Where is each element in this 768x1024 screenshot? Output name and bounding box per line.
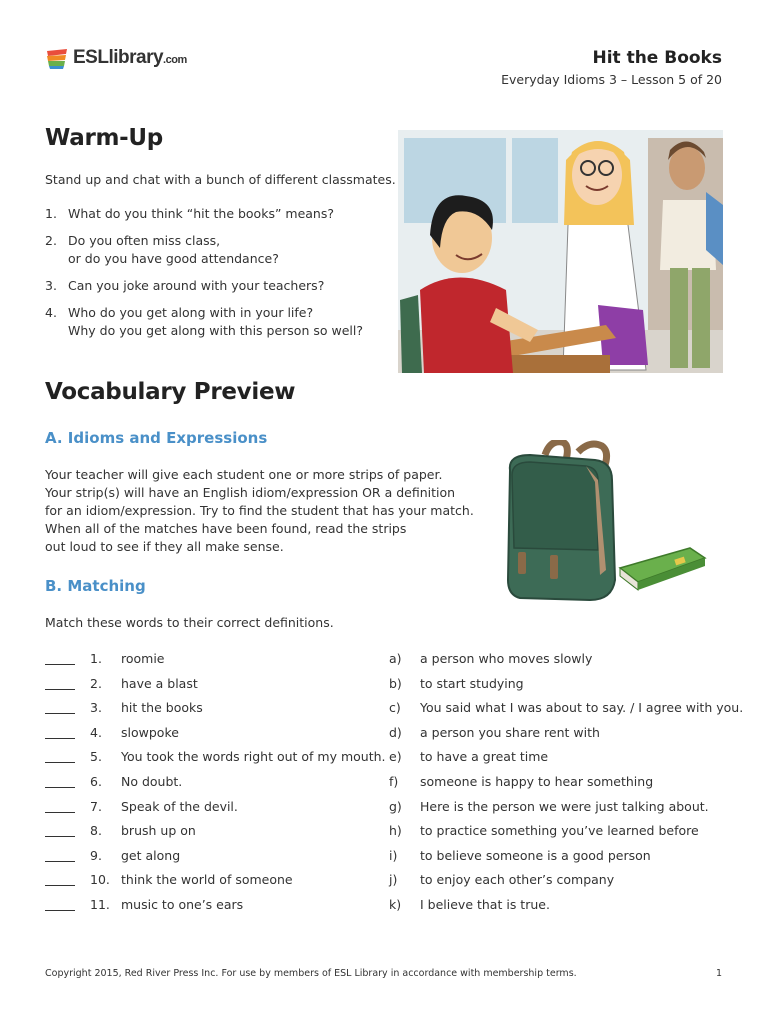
footer-copyright: Copyright 2015, Red River Press Inc. For use by members of ESL Library in accordance with membership terms. [45,968,577,979]
definition-text: to enjoy each other’s company [420,872,615,888]
term-text: music to one’s ears [121,897,244,912]
question-text: or do you have good attendance? [68,251,279,266]
answer-blank[interactable] [45,861,75,862]
instruction-line: Your teacher will give each student one or more strips of paper. [45,467,443,482]
warmup-question [45,277,385,295]
matching-row [45,774,735,798]
definition-text: Here is the person we were just talking about. [420,798,709,814]
instruction-line: for an idiom/expression. Try to find the student that has your match. [45,503,474,518]
term-number: 2. [90,675,102,691]
term-text: brush up on [121,823,196,839]
term-text: hit the books [121,700,203,716]
warmup-intro: Stand up and chat with a bunch of different classmates. [45,172,396,187]
term-text: slowpoke [121,724,179,740]
definition-letter: f) [389,774,399,789]
question-number: 1. [45,206,57,221]
question-number: 2. [45,233,57,248]
answer-blank[interactable] [45,787,75,788]
question-text: Who do you get along with in your life? [68,305,314,320]
term-number: 7. [90,798,102,814]
page-number: 1 [715,968,722,979]
section-a-heading: A. Idioms and Expressions [45,429,268,447]
definition-text: someone is happy to hear something [420,774,654,789]
matching-row [45,799,735,823]
warmup-question-list [45,205,385,349]
section-b-intro: Match these words to their correct definitions. [45,615,334,630]
instruction-line: out loud to see if they all make sense. [45,539,284,554]
question-text: Can you joke around with your teachers? [68,278,325,293]
backpack-and-book-illustration [500,440,710,605]
definition-letter: g) [389,798,402,814]
term-number: 4. [90,724,102,740]
definition-letter: h) [389,823,402,839]
vocabulary-preview-heading: Vocabulary Preview [45,379,296,405]
logo-suffix: .com [163,54,187,66]
question-number: 3. [45,278,57,293]
definition-letter: d) [389,724,402,740]
definition-letter: e) [389,749,402,765]
question-text: Why do you get along with this person so well? [68,323,363,338]
matching-row [45,676,735,700]
section-a-instructions [45,466,475,556]
warmup-question [45,205,385,223]
definition-letter: i) [389,847,398,863]
term-number: 3. [90,700,102,716]
question-text: Do you often miss class, [68,233,221,248]
matching-row [45,848,735,872]
term-number: 6. [90,774,102,789]
question-number: 4. [45,305,57,320]
definition-text: a person you share rent with [420,724,600,740]
term-number: 9. [90,847,102,863]
matching-row [45,749,735,773]
definition-text: to believe someone is a good person [420,847,651,863]
definition-letter: b) [389,675,402,691]
matching-row [45,823,735,847]
answer-blank[interactable] [45,836,75,837]
term-number: 8. [90,823,102,839]
definition-text: to practice something you’ve learned before [420,823,699,839]
term-text: Speak of the devil. [121,798,238,814]
answer-blank[interactable] [45,664,75,665]
definition-text: a person who moves slowly [420,651,593,666]
matching-row [45,651,735,675]
matching-row [45,897,735,921]
definition-text: I believe that is true. [420,897,550,912]
term-number: 1. [90,651,102,666]
esl-library-logo [45,46,187,70]
definition-text: to have a great time [420,749,549,765]
term-text: get along [121,847,181,863]
lesson-title: Hit the Books [592,48,722,68]
answer-blank[interactable] [45,689,75,690]
instruction-line: Your strip(s) will have an English idiom/expression OR a definition [45,485,456,500]
esl-library-logo-icon [45,46,69,70]
section-b-heading: B. Matching [45,577,146,595]
answer-blank[interactable] [45,762,75,763]
warmup-question [45,232,385,268]
term-text: have a blast [121,675,198,691]
question-text: What do you think “hit the books” means? [68,206,335,221]
matching-row [45,700,744,724]
definition-text: to start studying [420,675,524,691]
term-text: No doubt. [121,774,183,789]
definition-letter: c) [389,700,401,716]
lesson-subtitle: Everyday Idioms 3 – Lesson 5 of 20 [501,72,722,87]
term-text: roomie [121,651,165,666]
term-text: think the world of someone [121,872,293,888]
matching-row [45,872,735,896]
definition-letter: j) [389,872,398,888]
term-number: 11. [90,897,110,912]
answer-blank[interactable] [45,910,75,911]
definition-letter: a) [389,651,402,666]
logo-text: ESLlibrary [73,47,164,68]
logo-wordmark [73,47,187,69]
term-number: 10. [90,872,110,888]
answer-blank[interactable] [45,713,75,714]
classroom-illustration [398,130,723,373]
definition-text: You said what I was about to say. / I agree with you. [420,700,744,716]
warmup-heading: Warm-Up [45,125,163,151]
answer-blank[interactable] [45,738,75,739]
term-number: 5. [90,749,102,765]
instruction-line: When all of the matches have been found, read the strips [45,521,407,536]
warmup-question [45,304,385,340]
answer-blank[interactable] [45,885,75,886]
answer-blank[interactable] [45,812,75,813]
matching-row [45,725,735,749]
definition-letter: k) [389,897,402,912]
term-text: You took the words right out of my mouth. [121,749,386,765]
